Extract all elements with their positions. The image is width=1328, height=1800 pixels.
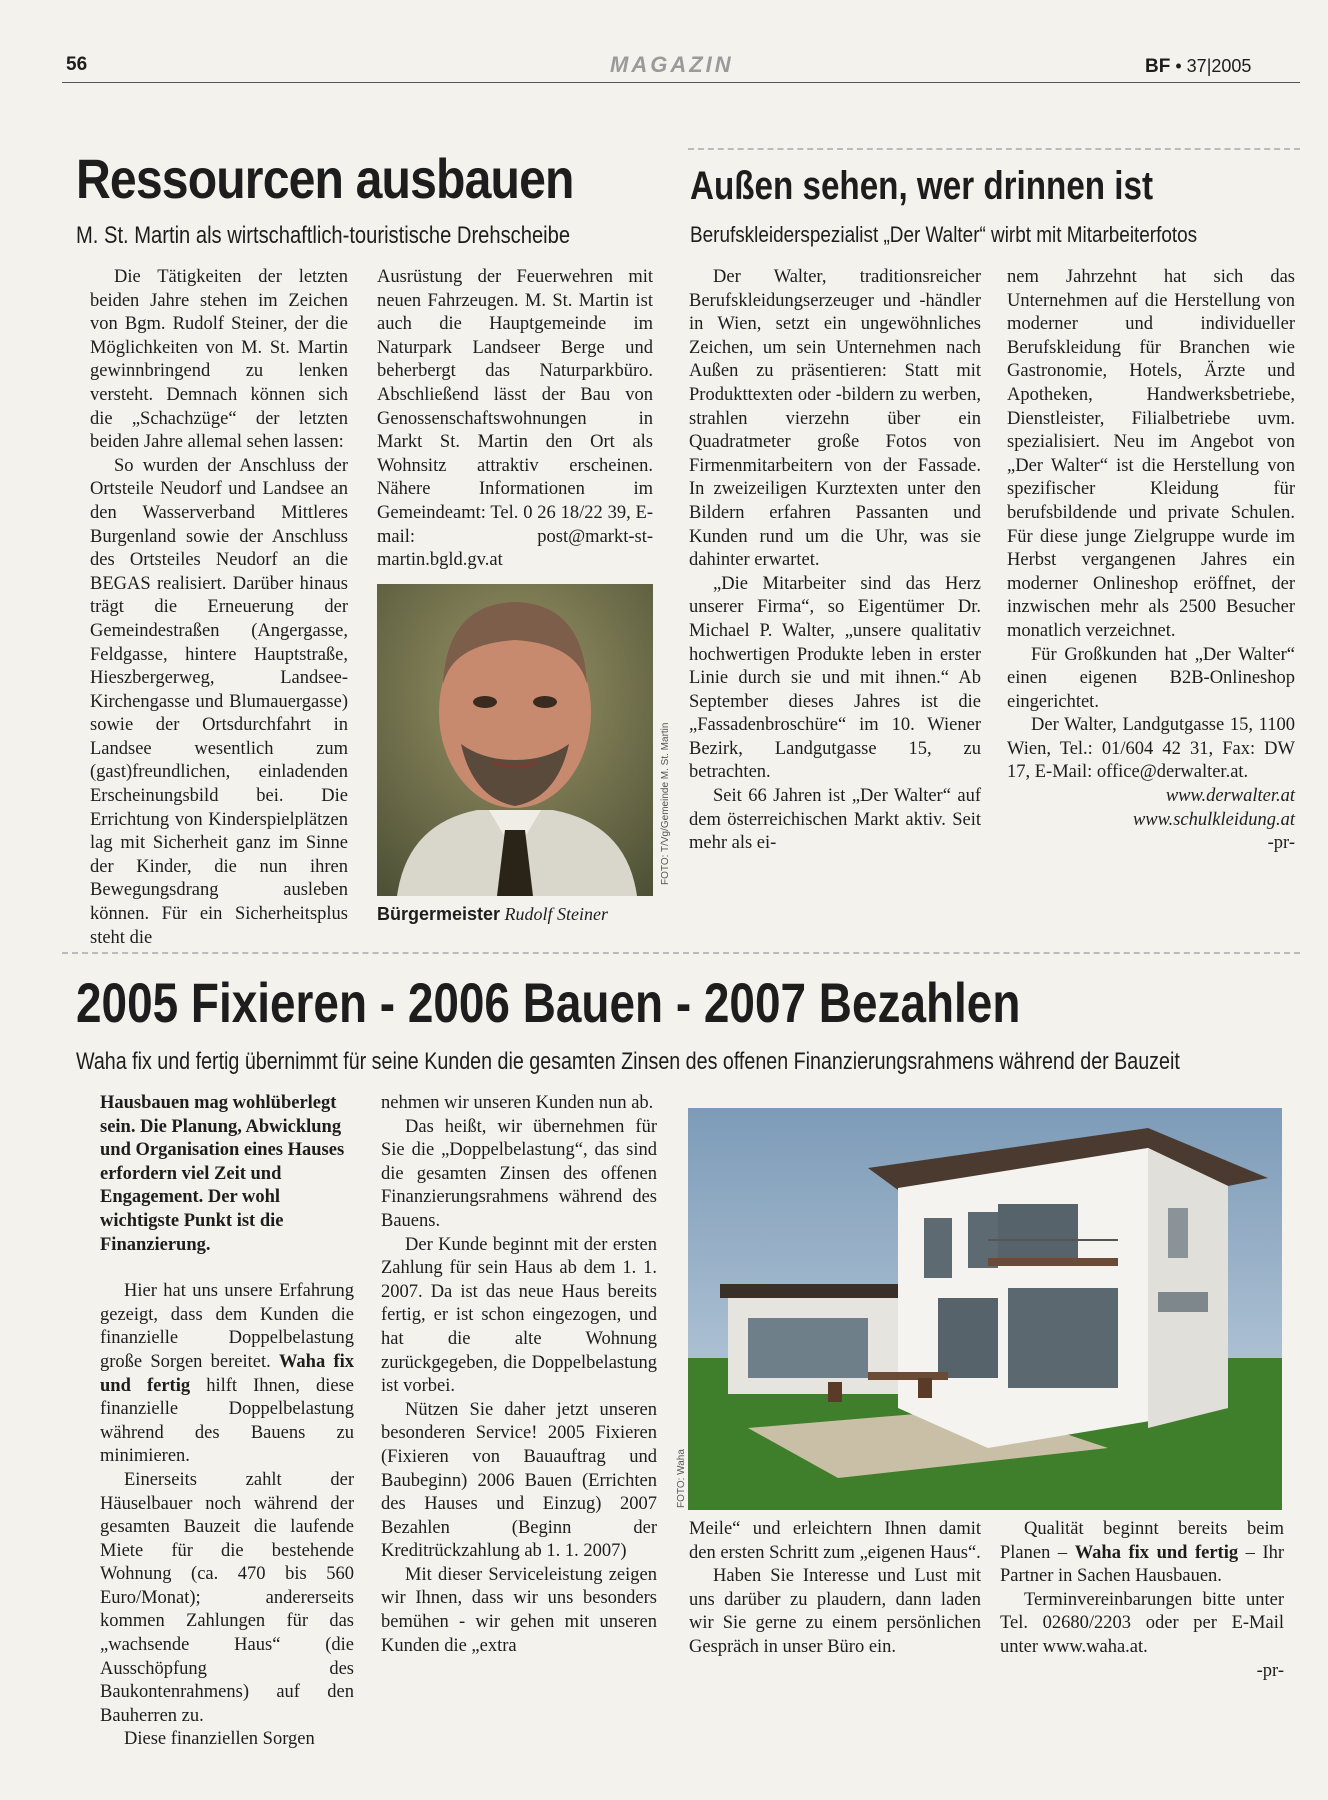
paragraph: Terminvereinbarungen bitte unter Tel. 02680/2203 oder per E-Mail unter www.waha.at. <box>1000 1589 1284 1657</box>
issue-info <box>1145 56 1251 78</box>
paragraph <box>100 1280 354 1469</box>
article3-title: 2005 Fixieren - 2006 Bauen - 2007 Bezahlen <box>76 971 1021 1034</box>
issue-separator: • <box>1175 56 1182 76</box>
paragraph: Der Kunde beginnt mit der ersten Zahlung für sein Haus ab dem 1. 1. 2007. Da ist das neue Haus bereits fertig, er ist schon eingezogen, und hat die alte Wohnung zurückgegeben, die Doppelbelastung ist vorbei. <box>381 1234 657 1397</box>
article1-column-2 <box>377 266 653 573</box>
brand-name: Waha fix und fertig <box>100 1351 354 1396</box>
paragraph: Für Großkunden hat „Der Walter“ einen eigenen B2B-Onlineshop eingerichtet. <box>1007 644 1295 712</box>
paragraph: „Die Mitarbeiter sind das Herz unserer Firma“, so Eigentümer Dr. Michael P. Walter, „unsere qualitativ hochwertigen Produkte leben in erster Linie durch sie und mit ihnen.“ Ab September dieses Jahres ist die „Fassadenbroschüre“ im 10. Wiener Bezirk, Landgutgasse 15, zu betrachten. <box>689 573 981 783</box>
text: Hier hat uns unsere Erfahrung gezeigt, dass dem Kunden die finanzielle Doppelbelastung große Sorgen bereitet. <box>100 1281 354 1372</box>
section-name: MAGAZIN <box>610 52 734 77</box>
text: Qualität beginnt bereits beim Planen – <box>1000 1519 1284 1563</box>
header-rule <box>62 82 1300 83</box>
text: hilft Ihnen, diese finanzielle Doppelbelastung während des Bauens zu minimieren. <box>100 1375 355 1467</box>
article3-column-2 <box>381 1092 657 1658</box>
brand-name: Waha fix und fertig <box>1074 1542 1239 1563</box>
article2-subtitle: Berufskleiderspezialist „Der Walter“ wirbt mit Mitarbeiterfotos <box>690 222 1198 247</box>
article2-column-2 <box>1007 266 1295 856</box>
article2-title: Außen sehen, wer drinnen ist <box>690 164 1154 208</box>
author-sign: -pr- <box>1256 1660 1284 1681</box>
paragraph: Der Walter, traditionsreicher Berufskleidungserzeuger und -händler in Wien, setzt ein ungewöhnliches Zeichen, um sein Unternehmen nach Außen zu präsentieren: Statt mit Produkttexten oder -bildern zu werben, strahlen vierzehn über ein Quadratmeter große Fotos von Firmenmitarbeitern von der Fassade. In zweizeiligen Kurztexten unter den Bildern erfahren Passanten und Kunden rund um die Uhr, was sie dahinter erwartet. <box>689 267 981 571</box>
page-number: 56 <box>66 54 88 75</box>
paragraph: Ausrüstung der Feuerwehren mit neuen Fahrzeugen. M. St. Martin ist auch die Hauptgemeinde im Naturpark Landseer Berge und beherbergt das Naturparkbüro. Abschließend lässt der Bau von Genossenschaftswohnungen in Markt St. Martin den Ort als Wohnsitz attraktiv erscheinen. Nähere Informationen im Gemeindeamt: Tel. 0 26 18/22 39, E-mail: post@markt-st-martin.bgld.gv.at <box>377 267 653 571</box>
paragraph: Das heißt, wir übernehmen für Sie die „Doppelbelastung“, das sind die gesamten Zinsen des offenen Finanzierungsrahmens während des Bauens. <box>381 1116 657 1231</box>
paragraph: Die Tätigkeiten der letzten beiden Jahre stehen im Zeichen von Bgm. Rudolf Steiner, der die Möglichkeiten von M. St. Martin gewinnbringend zu lenken versteht. Demnach können sich die „Schachzüge“ der letzten beiden Jahre allemal sehen lassen: <box>90 267 348 453</box>
photo-caption <box>377 904 608 925</box>
house-illustration <box>688 1108 1282 1510</box>
portrait-illustration <box>377 584 653 896</box>
paragraph: So wurden der Anschluss der Ortsteile Neudorf und Landsee an den Wasserverband Mittleres Burgenland sowie der Anschluss des Ortsteiles Neudorf an die BEGAS realisiert. Darüber hinaus trägt die Erneuerung der Gemeindestraßen (Angergasse, Feldgasse, hintere Hauptstraße, Hieszbergerweg, Landsee-Kirchengasse und Blumauergasse) sowie der Ortsdurchfahrt in Landsee wesentlich zum (gast)freundlichen, einladenden Erscheinungsbild bei. Die Errichtung von Kinderspielplätzen lag mit Sicherheit ganz im Sinne der Kinder, die nun ihren Bewegungsdrang ausleben können. Für ein Sicherheitsplus steht die <box>90 455 348 948</box>
divider <box>688 148 1300 150</box>
intro-paragraph: Hausbauen mag wohlüberlegt sein. Die Planung, Abwicklung und Organisation eines Hauses erfordern viel Zeit und Engagement. Der wohl wichtigste Punkt ist die Finanzierung. <box>100 1093 345 1255</box>
paragraph: Einerseits zahlt der Häuselbauer noch während der gesamten Bauzeit die laufende Miete für die bestehende Wohnung (ca. 470 bis 560 Euro/Monat); andererseits kommen Zahlungen für das „wachsende Haus“ (die Ausschöpfung des Baukontenrahmens) auf den Bauherren zu. <box>100 1469 354 1726</box>
caption-role: Bürgermeister <box>377 904 501 924</box>
divider <box>62 952 1300 954</box>
article3-column-1 <box>100 1092 354 1752</box>
paragraph <box>1000 1518 1284 1589</box>
caption-name: Rudolf Steiner <box>504 904 609 924</box>
house-rendering <box>688 1108 1282 1510</box>
paragraph: Diese finanziellen Sorgen <box>124 1729 315 1750</box>
article3-column-3 <box>689 1518 981 1660</box>
paragraph: Haben Sie Interesse und Lust mit uns darüber zu plaudern, dann laden wir Sie gerne zu einem persönlichen Gespräch in unser Büro ein. <box>689 1566 981 1657</box>
paragraph: nehmen wir unseren Kunden nun ab. <box>381 1093 654 1113</box>
paragraph: Nützen Sie daher jetzt unseren besonderen Service! 2005 Fixieren (Fixieren von Bauauftrag und Baubeginn) 2006 Bauen (Errichten des Hauses und Einzug) 2007 Bezahlen (Beginn der Kreditrückzahlung ab 1. 1. 2007) <box>381 1399 657 1562</box>
mayor-photo <box>377 584 653 896</box>
website-link[interactable]: www.schulkleidung.at <box>1132 809 1295 830</box>
paragraph: Seit 66 Jahren ist „Der Walter“ auf dem österreichischen Markt aktiv. Seit mehr als ei- <box>689 786 981 854</box>
photo-credit: FOTO: Waha <box>676 1449 687 1508</box>
article3-subtitle: Waha fix und fertig übernimmt für seine Kunden die gesamten Zinsen des offenen Finanzierungsrahmens während der Bauzeit <box>76 1048 1180 1075</box>
article1-column-1 <box>90 266 348 950</box>
paragraph: nem Jahrzehnt hat sich das Unternehmen auf die Herstellung von moderner und individueller Berufskleidung für Branchen wie Gastronomie, Hotels, Ärzte und Apotheken, Handwerksbetriebe, Dienstleister, Filialbetriebe uvm. spezialisiert. Neu im Angebot von „Der Walter“ ist die Herstellung von spezifischer Kleidung für berufsbildende und private Schulen. Für diese junge Zielgruppe wurde im Herbst vergangenen Jahres ein moderner Onlineshop eröffnet, der inzwischen mehr als 2500 Besucher monatlich verzeichnet. <box>1007 267 1295 641</box>
paragraph: Der Walter, Landgutgasse 15, 1100 Wien, Tel.: 01/604 42 31, Fax: DW 17, E-Mail: office@derwalter.at. <box>1007 715 1295 783</box>
text: – Ihr Partner in Sachen Hausbauen. <box>1000 1542 1285 1587</box>
issue-number: 37|2005 <box>1186 56 1252 76</box>
article2-column-1 <box>689 266 981 856</box>
article3-column-4 <box>1000 1518 1284 1683</box>
paragraph: Mit dieser Serviceleistung zeigen wir Ihnen, dass wir uns besonders bemühen - wir gehen mit unseren Kunden die „extra <box>381 1564 657 1656</box>
article1-title: Ressourcen ausbauen <box>76 147 574 210</box>
photo-credit: FOTO: T/Vg/Gemeinde M. St. Martin <box>660 722 671 885</box>
author-sign: -pr- <box>1267 833 1295 854</box>
paragraph: Meile“ und erleichtern Ihnen damit den ersten Schritt zum „eigenen Haus“. <box>689 1519 981 1563</box>
website-link[interactable]: www.derwalter.at <box>1165 786 1295 807</box>
article1-subtitle: M. St. Martin als wirtschaftlich-touristische Drehscheibe <box>76 222 571 249</box>
publication-name: BF <box>1145 56 1171 77</box>
